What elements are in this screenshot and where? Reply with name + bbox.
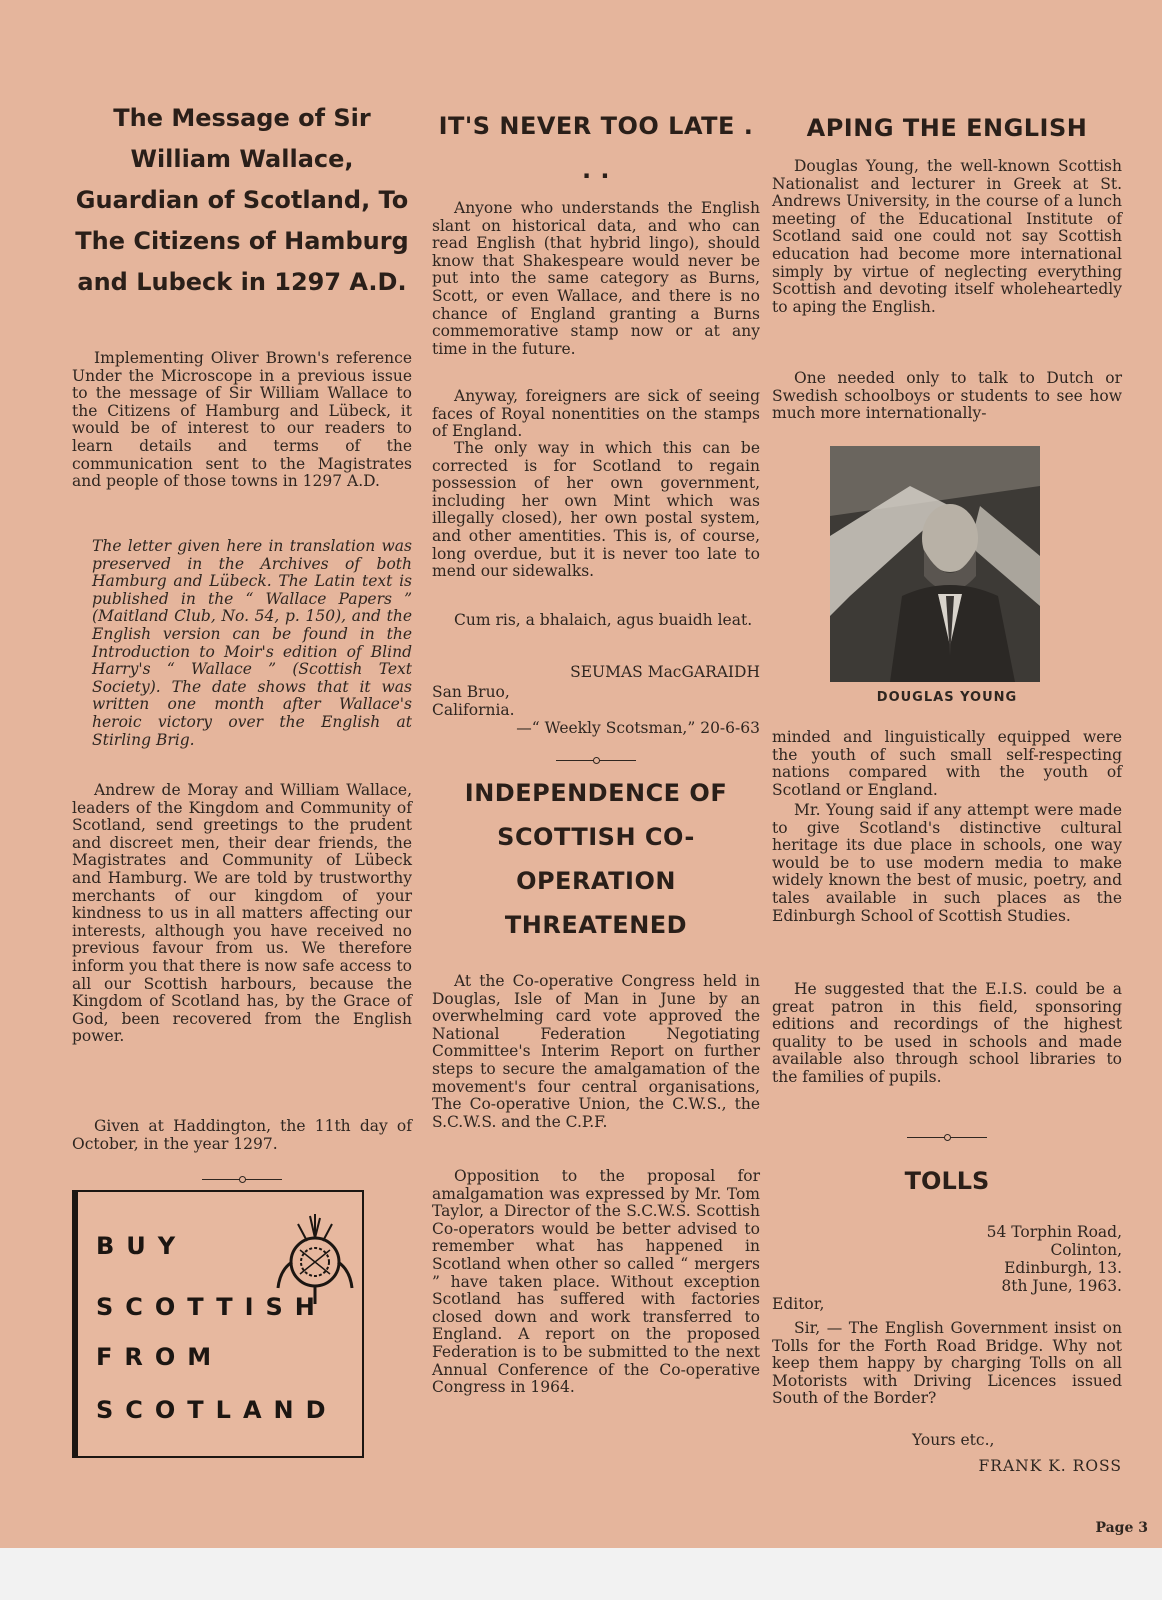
ad-line-buy: BUY (96, 1232, 188, 1260)
yours-etc: Yours etc., (912, 1431, 995, 1449)
photo-caption: DOUGLAS YOUNG (876, 690, 1018, 705)
separator (556, 754, 636, 766)
aping-p2: One needed only to talk to Dutch or Swedish schoolboys or students to see how much more internationally- (772, 369, 1122, 423)
address-line-3: Edinburgh, 13. (1004, 1259, 1122, 1277)
place-line-2: California. (432, 701, 515, 719)
separator (202, 1173, 282, 1185)
never-too-late-p1: Anyone who understands the English slant on historical data, and who can read English (that hybrid lingo), should know that Shakespeare would never be put into the same category as Burns, Scott, or even Wallace, and there is no chance of England granting a Burns commemorative stamp now or at any time in the future. (432, 199, 760, 358)
aping-p3: minded and linguistically equipped were the youth of such small self-respecting nations compared with the youth of Scotland or England. (772, 728, 1122, 799)
scan-margin (0, 1548, 1162, 1600)
never-too-late-headline: IT'S NEVER TOO LATE . . . (438, 112, 754, 184)
never-too-late-p2: Anyway, foreigners are sick of seeing faces of Royal nonentities on the stamps of England. (432, 387, 760, 441)
wallace-closing: Given at Haddington, the 11th day of October, in the year 1297. (72, 1117, 412, 1153)
tolls-headline: TOLLS (904, 1167, 990, 1195)
address-date: 8th June, 1963. (1001, 1277, 1122, 1295)
co-op-p2: Opposition to the proposal for amalgamation was expressed by Mr. Tom Taylor, a Director of the S.C.W.S. Scottish Co-operators would be better advised to remember what has happened in Scotland when other so called “ mergers ” have taken place. Without exception Scotland has suffered with factories closed down and work transferred to England. A report on the proposed Federation is to be submitted to the next Annual Conference of the Co-operative Congress in 1964. (432, 1167, 760, 1397)
wallace-headline: The Message of Sir William Wallace, Guardian of Scotland, To The Citizens of Hamburg and Lubeck in 1297 A.D. (75, 104, 409, 296)
page-number: Page 3 (1095, 1520, 1148, 1536)
signer-name: FRANK K. ROSS (978, 1457, 1122, 1475)
ad-line-from: FROM (96, 1343, 224, 1371)
independence-headline: INDEPENDENCE OF SCOTTISH CO-OPERATION THREATENED (464, 779, 728, 939)
ad-line-scotland: SCOTLAND (96, 1396, 338, 1424)
co-op-p1: At the Co-operative Congress held in Douglas, Isle of Man in June by an overwhelming card vote approved the National Federation Negotiating Committee's Interim Report on further steps to secure the amalgamation of the movement's four central organisations, The Co-operative Union, the C.W.S., the S.C.W.S. and the C.P.F. (432, 972, 760, 1131)
thistle-icon (274, 1210, 356, 1306)
aping-headline: APING THE ENGLISH (806, 114, 1088, 142)
aping-p1: Douglas Young, the well-known Scottish Nationalist and lecturer in Greek at St. Andrews University, in the course of a lunch meeting of the Educational Institute of Scotland said one could not say Scottish education had become more international simply by virtue of neglecting everything Scottish and devoting itself wholeheartedly to aping the English. (772, 157, 1122, 316)
source-line: —“ Weekly Scotsman,” 20-6-63 (516, 719, 760, 737)
address-line-2: Colinton, (1050, 1241, 1122, 1259)
never-too-late-p3: The only way in which this can be corrected is for Scotland to regain possession of her own government, including her own Mint which was illegally closed), her own postal system, and other amentities. This is, of course, long overdue, but it is never too late to mend our sidewalks. (432, 439, 760, 581)
address-line-1: 54 Torphin Road, (986, 1223, 1122, 1241)
place-line-1: San Bruo, (432, 683, 510, 701)
aping-p5: He suggested that the E.I.S. could be a great patron in this field, sponsoring editions and recordings of the highest quality to be used in schools and made available also through school libraries to the families of pupils. (772, 980, 1122, 1086)
douglas-young-photo (830, 446, 1040, 682)
wallace-intro: Implementing Oliver Brown's reference Under the Microscope in a previous issue to the message of Sir William Wallace to the Citizens of Hamburg and Lübeck, it would be of interest to our readers to learn details and terms of the communication sent to the Magistrates and people of those towns in 1297 A.D. (72, 349, 412, 491)
portrait-image (830, 446, 1040, 682)
never-too-late-p4: Cum ris, a bhalaich, agus buaidh leat. (454, 611, 753, 629)
wallace-italic-note: The letter given here in translation was preserved in the Archives of both Hamburg and Lübeck. The Latin text is published in the “ Wallace Papers ” (Maitland Club, No. 54, p. 150), and the English version can be found in the Introduction to Moir's edition of Blind Harry's “ Wallace ” (Scottish Text Society). The date shows that it was written one month after Wallace's heroic victory over the English at Stirling Brig. (92, 537, 412, 749)
salutation: Editor, (772, 1295, 825, 1313)
buy-scottish-ad (72, 1190, 364, 1458)
aping-p4: Mr. Young said if any attempt were made to give Scotland's distinctive cultural heritage its due place in schools, one way would be to use modern media to make widely known the best of music, poetry, and tales available in such places as the Edinburgh School of Scottish Studies. (772, 801, 1122, 925)
separator (907, 1131, 987, 1143)
tolls-letter: Sir, — The English Government insist on Tolls for the Forth Road Bridge. Why not keep them happy by charging Tolls on all Motorists with Driving Licences issued South of the Border? (772, 1319, 1122, 1408)
signature-seumas: SEUMAS MacGARAIDH (570, 663, 760, 681)
ad-line-scottish: SCOTTISH (96, 1293, 327, 1321)
wallace-letter: Andrew de Moray and William Wallace, leaders of the Kingdom and Community of Scotland, send greetings to the prudent and discreet men, their dear friends, the Magistrates and Community of Lübeck and Hamburg. We are told by trustworthy merchants of our kingdom of your kindness to us in all matters affecting our interests, although you have received no previous favour from us. We therefore inform you that there is now safe access to all our Scottish harbours, because the Kingdom of Scotland has, by the Grace of God, been recovered from the English power. (72, 781, 412, 1046)
